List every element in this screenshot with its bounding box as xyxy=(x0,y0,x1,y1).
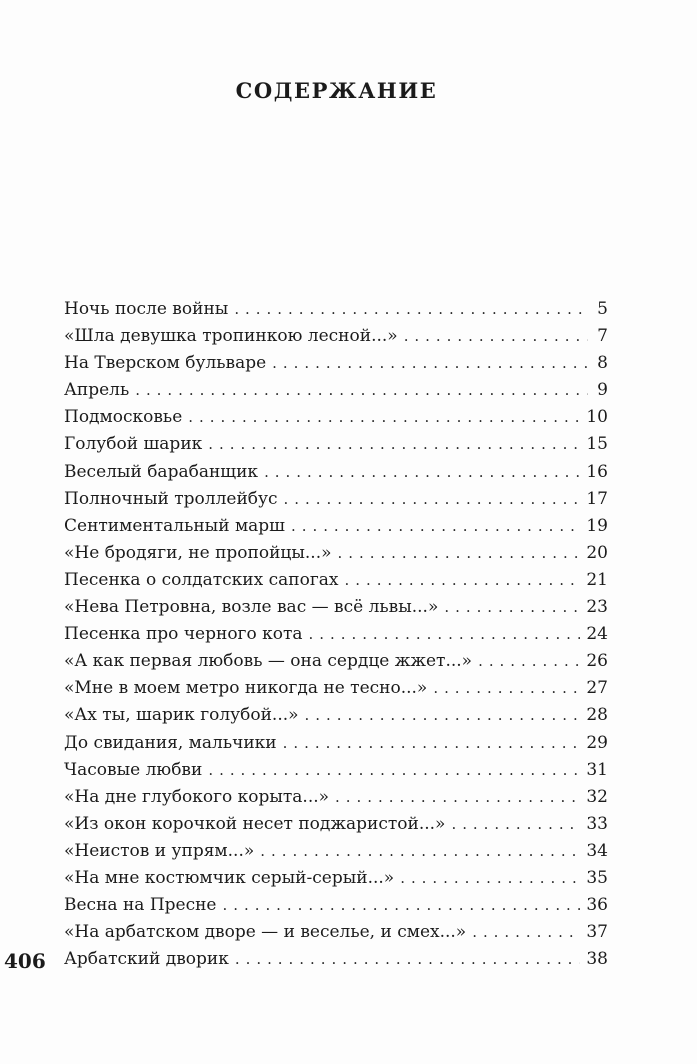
toc-entry-title: До свидания, мальчики xyxy=(64,732,277,753)
dot-leader xyxy=(188,404,580,431)
dot-leader xyxy=(478,648,580,675)
page-title: СОДЕРЖАНИЕ xyxy=(235,78,438,103)
toc-entry xyxy=(64,350,608,377)
toc-entry xyxy=(64,838,608,865)
toc-entry xyxy=(64,621,608,648)
toc-entry xyxy=(64,757,608,784)
toc-entry xyxy=(64,540,608,567)
dot-leader xyxy=(235,946,581,973)
toc-entry xyxy=(64,702,608,729)
toc-entry xyxy=(64,431,608,458)
toc-entry-page: 20 xyxy=(586,542,608,563)
toc-entry-title: «На дне глубокого корыта...» xyxy=(64,786,330,807)
toc-entry xyxy=(64,865,608,892)
toc-entry xyxy=(64,323,608,350)
toc-entry xyxy=(64,459,608,486)
toc-entry-page: 35 xyxy=(586,867,608,888)
toc-entry xyxy=(64,404,608,431)
dot-leader xyxy=(291,513,580,540)
toc-entry xyxy=(64,594,608,621)
toc-entry-title: «А как первая любовь — она сердце жжет...» xyxy=(64,651,473,672)
dot-leader xyxy=(135,377,588,404)
dot-leader xyxy=(305,702,581,729)
toc-entry-title: Ночь после войны xyxy=(64,299,229,319)
toc-entry-title: Полночный троллейбус xyxy=(64,488,278,509)
toc-entry-title: Весна на Пресне xyxy=(64,895,217,916)
dot-leader xyxy=(433,675,580,702)
toc-entry-title: Песенка про черного кота xyxy=(64,624,303,645)
table-of-contents xyxy=(64,296,608,973)
toc-entry-page: 32 xyxy=(586,786,608,807)
toc-entry-title: «На мне костюмчик серый-серый...» xyxy=(64,867,395,888)
toc-entry-title: «Из окон корочкой несет поджаристой...» xyxy=(64,813,446,834)
toc-entry-page: 10 xyxy=(586,407,608,428)
dot-leader xyxy=(234,296,588,323)
dot-leader xyxy=(264,459,580,486)
toc-entry-title: Песенка о солдатских сапогах xyxy=(64,569,339,590)
toc-entry-page: 27 xyxy=(586,678,608,699)
toc-entry xyxy=(64,730,608,757)
toc-entry-title: «На арбатском дворе — и веселье, и смех...» xyxy=(64,922,467,943)
toc-entry xyxy=(64,919,608,946)
toc-entry-title: На Тверском бульваре xyxy=(64,353,267,374)
dot-leader xyxy=(451,811,580,838)
dot-leader xyxy=(344,567,580,594)
dot-leader xyxy=(272,350,588,377)
dot-leader xyxy=(404,323,588,350)
toc-entry-title: Веселый барабанщик xyxy=(64,461,259,482)
toc-entry-page: 24 xyxy=(586,624,608,645)
toc-entry-page: 7 xyxy=(597,326,608,347)
toc-entry-page: 26 xyxy=(586,651,608,672)
dot-leader xyxy=(208,757,580,784)
dot-leader xyxy=(400,865,580,892)
dot-leader xyxy=(444,594,580,621)
toc-entry-page: 15 xyxy=(586,434,608,455)
toc-entry-title: Подмосковье xyxy=(64,407,183,428)
toc-entry-title: Голубой шарик xyxy=(64,434,203,455)
dot-leader xyxy=(260,838,580,865)
toc-entry-page: 9 xyxy=(597,380,608,401)
toc-entry-page: 23 xyxy=(586,597,608,618)
toc-entry-title: «Нева Петровна, возле вас — всё львы...» xyxy=(64,597,439,618)
dot-leader xyxy=(472,919,580,946)
toc-entry-title: «Не бродяги, не пропойцы...» xyxy=(64,542,332,563)
toc-entry-page: 8 xyxy=(597,353,608,374)
toc-entry-page: 38 xyxy=(586,949,608,970)
toc-entry xyxy=(64,486,608,513)
toc-entry xyxy=(64,892,608,919)
toc-entry xyxy=(64,648,608,675)
toc-entry-page: 31 xyxy=(586,759,608,780)
dot-leader xyxy=(283,730,581,757)
toc-entry xyxy=(64,567,608,594)
toc-entry-title: Сентиментальный марш xyxy=(64,515,285,536)
toc-entry-title: «Ах ты, шарик голубой...» xyxy=(64,705,299,726)
toc-entry xyxy=(64,675,608,702)
dot-leader xyxy=(335,784,580,811)
dot-leader xyxy=(284,486,581,513)
toc-entry xyxy=(64,296,608,323)
toc-entry xyxy=(64,513,608,540)
toc-entry-title: «Неистов и упрям...» xyxy=(64,840,255,861)
toc-entry xyxy=(64,377,608,404)
dot-leader xyxy=(223,892,581,919)
toc-entry-page: 19 xyxy=(586,515,608,536)
toc-entry-page: 36 xyxy=(586,895,608,916)
toc-entry-title: Часовые любви xyxy=(64,759,203,780)
toc-entry xyxy=(64,946,608,973)
dot-leader xyxy=(208,431,580,458)
toc-entry-page: 16 xyxy=(586,461,608,482)
toc-entry-title: Апрель xyxy=(64,380,130,401)
dot-leader xyxy=(309,621,581,648)
toc-entry-title: «Мне в моем метро никогда не тесно...» xyxy=(64,678,428,699)
toc-entry-page: 33 xyxy=(586,813,608,834)
toc-entry xyxy=(64,784,608,811)
toc-entry-page: 37 xyxy=(586,922,608,943)
toc-entry-page: 29 xyxy=(586,732,608,753)
toc-entry-title: «Шла девушка тропинкою лесной...» xyxy=(64,326,398,347)
page-number: 406 xyxy=(4,949,46,973)
toc-entry-title: Арбатский дворик xyxy=(64,949,229,970)
dot-leader xyxy=(338,540,581,567)
toc-entry-page: 5 xyxy=(597,299,608,319)
toc-entry-page: 17 xyxy=(586,488,608,509)
toc-entry xyxy=(64,811,608,838)
toc-entry-page: 21 xyxy=(586,569,608,590)
toc-entry-page: 28 xyxy=(586,705,608,726)
toc-entry-page: 34 xyxy=(586,840,608,861)
